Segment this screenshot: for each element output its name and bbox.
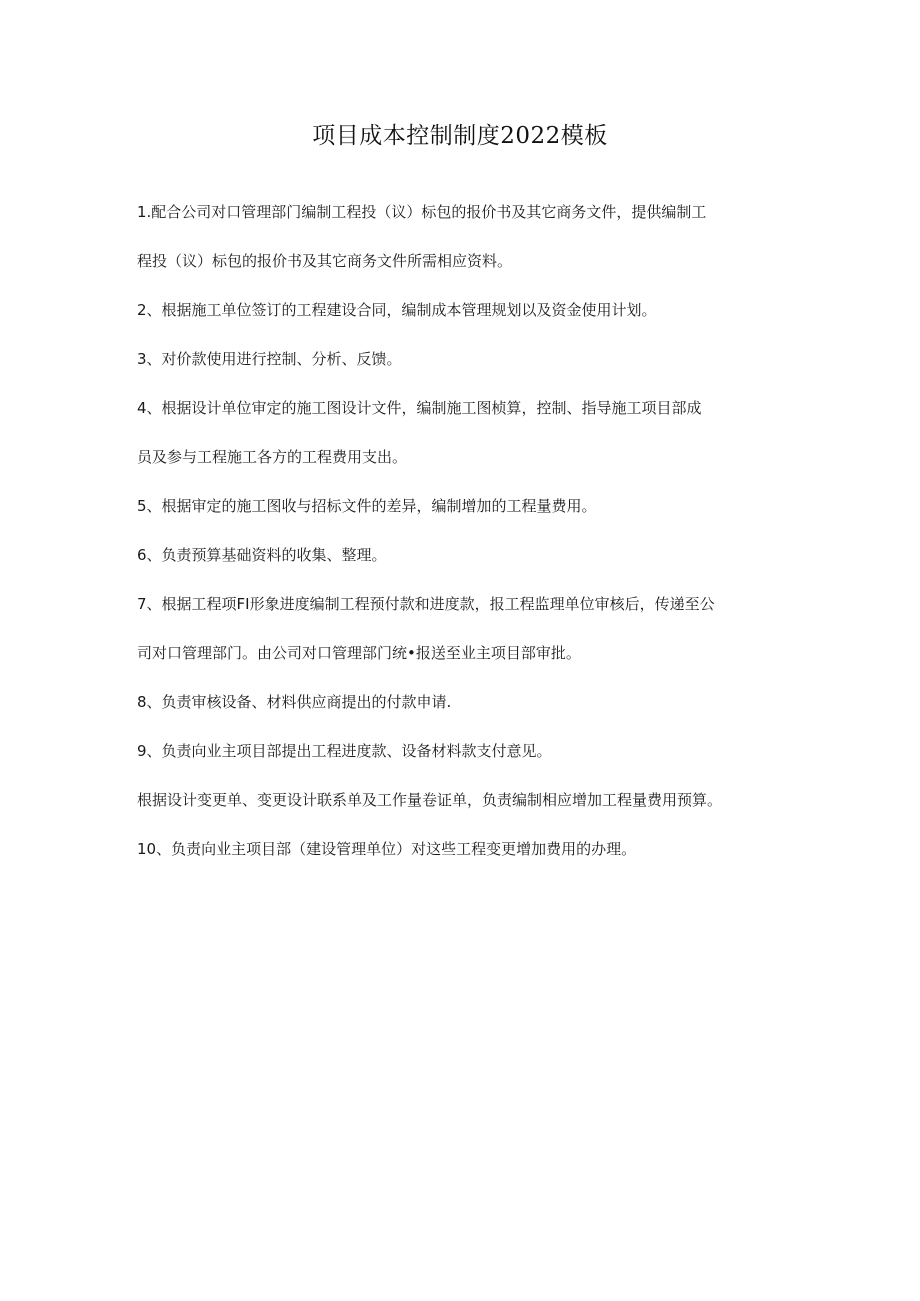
paragraph-line: 7、根据工程项FI形象进度编制工程预付款和进度款，报工程监理单位审核后，传递至公 [137, 595, 715, 613]
paragraph-line: 8、负责审核设备、材料供应商提出的付款申请. [137, 693, 452, 711]
paragraph-6 [137, 531, 797, 580]
paragraph-9 [137, 727, 797, 776]
paragraph-line: 3、对价款使用进行控制、分析、反馈。 [137, 350, 402, 368]
paragraph-5 [137, 482, 797, 531]
paragraph-line: 根据设计变更单、变更设计联系单及工作量卷证单，负责编制相应增加工程量费用预算。 [137, 791, 723, 809]
paragraph-line: 1.配合公司对口管理部门编制工程投（议）标包的报价书及其它商务文件，提供编制工 [137, 203, 707, 221]
paragraph-line: 2、根据施工单位签订的工程建设合同，编制成本管理规划以及资金使用计划。 [137, 301, 657, 319]
paragraph-2 [137, 286, 797, 335]
paragraph-line: 6、负责预算基础资料的收集、整理。 [137, 546, 387, 564]
paragraph-1 [137, 188, 797, 286]
paragraph-line: 9、负责向业主项目部提出工程进度款、设备材料款支付意见。 [137, 742, 552, 760]
document-body [137, 188, 797, 874]
paragraph-3 [137, 335, 797, 384]
paragraph-4 [137, 384, 797, 482]
paragraph-unnumbered [137, 776, 797, 825]
paragraph-7 [137, 580, 797, 678]
paragraph-line: 5、根据审定的施工图收与招标文件的差异，编制增加的工程量费用。 [137, 497, 597, 515]
paragraph-8 [137, 678, 797, 727]
document-title: 项目成本控制制度2022模板 [312, 123, 608, 149]
paragraph-line: 4、根据设计单位审定的施工图设计文件，编制施工图桢算，控制、指导施工项目部成 [137, 399, 702, 417]
paragraph-10 [137, 825, 797, 874]
paragraph-line: 10、负责向业主项目部（建设管理单位）对这些工程变更增加费用的办理。 [137, 840, 637, 858]
paragraph-line: 司对口管理部门。由公司对口管理部门统•报送至业主项目部审批。 [137, 644, 581, 662]
paragraph-line: 员及参与工程施工各方的工程费用支出。 [137, 448, 408, 466]
paragraph-line: 程投（议）标包的报价书及其它商务文件所需相应资料。 [137, 252, 513, 270]
